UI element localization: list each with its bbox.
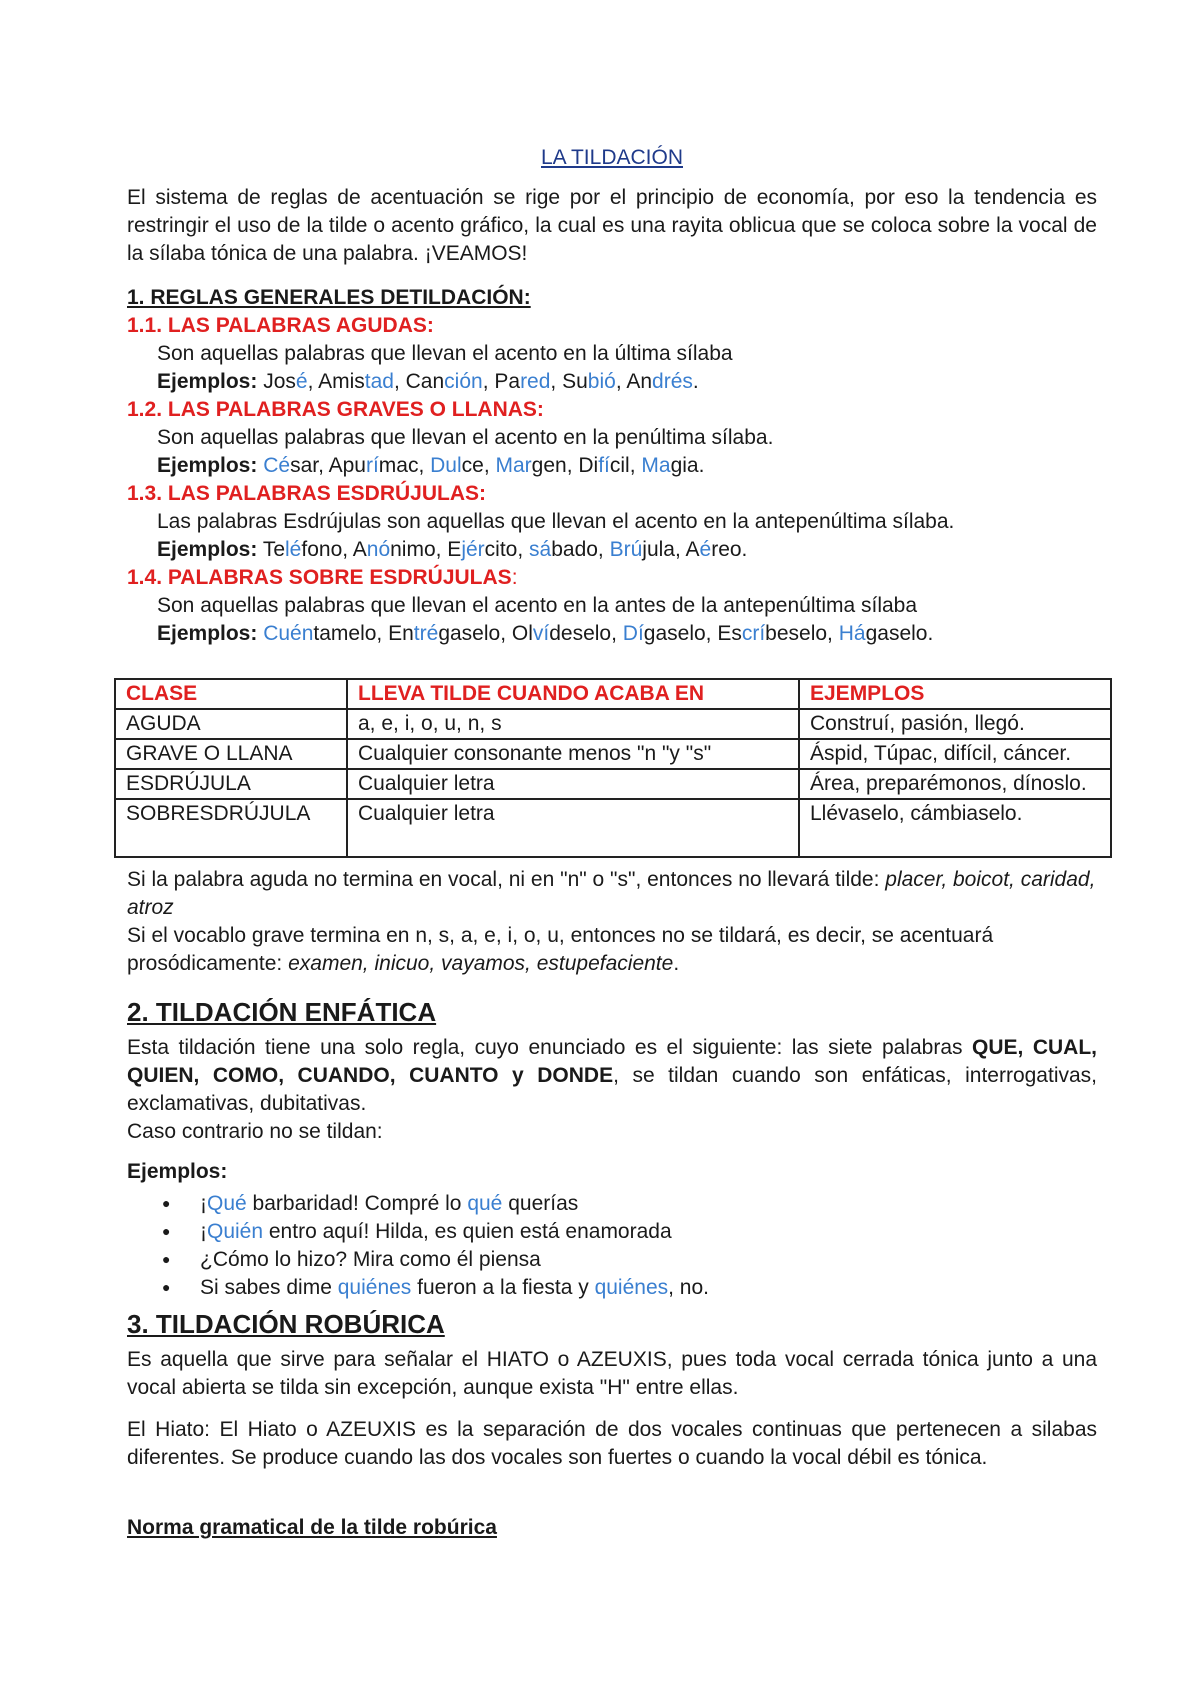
sobreesdrujulas-definition: Son aquellas palabras que llevan el acento en la antes de la antepenúltima sílaba [157,594,918,617]
list-item: ● ¡Qué barbaridad! Compré lo qué querías [157,1190,709,1218]
sobreesdrujulas-heading: 1.4. PALABRAS SOBRE ESDRÚJULAS: [127,566,518,589]
list-item: ● ¡Quién entro aquí! Hilda, es quien está enamorada [157,1218,709,1246]
table-row [115,769,1111,799]
aguda-note: Si la palabra aguda no termina en vocal, ni en "n" o "s", entonces no llevará tilde: placer, boicot, caridad, atroz [127,868,1096,919]
examples-label: Ejemplos: [157,538,258,561]
table-cell: Cualquier letra [347,799,799,857]
enfatica-examples-list [157,1190,709,1302]
list-item: ● ¿Cómo lo hizo? Mira como él piensa [157,1246,709,1274]
examples-label: Ejemplos: [157,622,258,645]
section2-rule: Esta tildación tiene una solo regla, cuyo enunciado es el siguiente: las siete palabras QUE, CUAL, QUIEN, COMO, CUANDO, CUANTO y DONDE, se tildan cuando son enfáticas, interrogativas, exclamativas, dubitativas. [127,1036,1097,1115]
section3-heading: 3. TILDACIÓN ROBÚRICA [127,1309,445,1339]
table-row [115,739,1111,769]
table-cell: Áspid, Túpac, difícil, cáncer. [799,739,1111,769]
section2-heading: 2. TILDACIÓN ENFÁTICA [127,997,437,1027]
section3-paragraph-1: Es aquella que sirve para señalar el HIATO o AZEUXIS, pues toda vocal cerrada tónica junto a una vocal abierta se tilda sin excepción, aunque exista "H" entre ellas. [127,1348,1097,1399]
graves-heading: 1.2. LAS PALABRAS GRAVES O LLANAS: [127,398,544,421]
table-header-cell: LLEVA TILDE CUANDO ACABA EN [347,679,799,709]
section3-subheading: Norma gramatical de la tilde robúrica [127,1516,497,1539]
agudas-heading: 1.1. LAS PALABRAS AGUDAS: [127,314,434,337]
examples-label: Ejemplos: [157,454,258,477]
accent-rules-table [114,678,1112,858]
esdrujulas-definition: Las palabras Esdrújulas son aquellas que llevan el acento en la antepenúltima sílaba. [157,510,955,533]
examples-label: Ejemplos: [157,370,258,393]
table-cell: SOBRESDRÚJULA [115,799,347,857]
esdrujulas-heading: 1.3. LAS PALABRAS ESDRÚJULAS: [127,482,486,505]
graves-examples: Ejemplos: César, Apurímac, Dulce, Margen, Difícil, Magia. [157,454,705,477]
agudas-definition: Son aquellas palabras que llevan el acento en la última sílaba [157,342,733,365]
sobreesdrujulas-examples: Ejemplos: Cuéntamelo, Entrégaselo, Olvídeselo, Dígaselo, Escríbeselo, Hágaselo. [157,622,934,645]
table-cell: ESDRÚJULA [115,769,347,799]
table-cell: Área, preparémonos, dínoslo. [799,769,1111,799]
section3-paragraph-2: El Hiato: El Hiato o AZEUXIS es la separación de dos vocales continuas que pertenecen a silabas diferentes. Se produce cuando las dos vocales son fuertes o cuando la vocal débil es tónica. [127,1418,1097,1469]
table-cell: AGUDA [115,709,347,739]
table-cell: Llévaselo, cámbiaselo. [799,799,1111,857]
agudas-examples: Ejemplos: José, Amistad, Canción, Pared, Subió, Andrés. [157,370,699,393]
table-cell: Construí, pasión, llegó. [799,709,1111,739]
table-header-cell: EJEMPLOS [799,679,1111,709]
document-title: LA TILDACIÓN [541,146,683,169]
table-row [115,799,1111,857]
grave-note: Si el vocablo grave termina en n, s, a, e, i, o, u, entonces no se tildará, es decir, se acentuará prosódicamente: examen, inicuo, vayamos, estupefaciente. [127,924,994,975]
esdrujulas-examples: Ejemplos: Teléfono, Anónimo, Ejército, sábado, Brújula, Aéreo. [157,538,748,561]
table-row [115,709,1111,739]
table-cell: Cualquier consonante menos "n "y "s" [347,739,799,769]
section1-heading: 1. REGLAS GENERALES DETILDACIÓN: [127,286,531,309]
section2-examples-label: Ejemplos: [127,1160,228,1183]
table-cell: Cualquier letra [347,769,799,799]
intro-paragraph: El sistema de reglas de acentuación se rige por el principio de economía, por eso la tendencia es restringir el uso de la tilde o acento gráfico, la cual es una rayita oblicua que se coloca sobre la vocal de la sílaba tónica de una palabra. ¡VEAMOS! [127,186,1097,265]
graves-definition: Son aquellas palabras que llevan el acento en la penúltima sílaba. [157,426,774,449]
section2-contrary: Caso contrario no se tildan: [127,1120,383,1143]
table-cell: a, e, i, o, u, n, s [347,709,799,739]
table-header-row [115,679,1111,709]
table-cell: GRAVE O LLANA [115,739,347,769]
table-header-cell: CLASE [115,679,347,709]
list-item: ● Si sabes dime quiénes fueron a la fiesta y quiénes, no. [157,1274,709,1302]
